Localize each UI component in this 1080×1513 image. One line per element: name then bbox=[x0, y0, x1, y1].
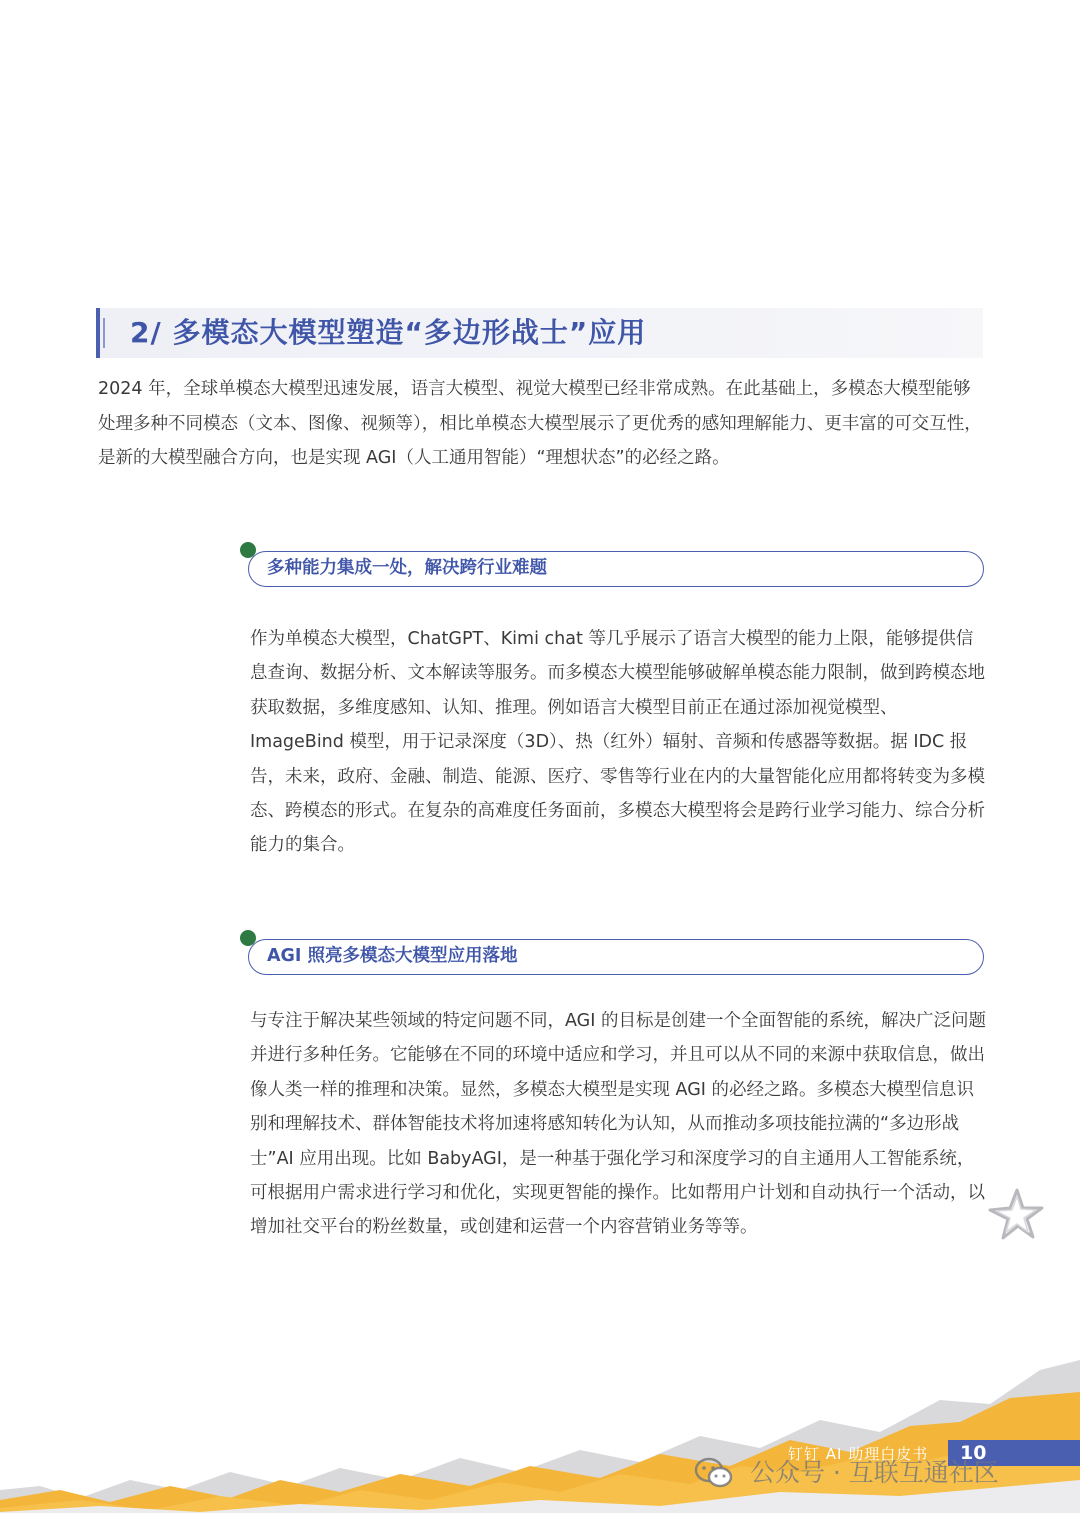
watermark-text: 公众号 · 互联互通社区 bbox=[749, 1458, 999, 1487]
subsection-heading-1 bbox=[248, 551, 984, 587]
bullet-dot-icon bbox=[240, 930, 256, 946]
bullet-dot-icon bbox=[240, 542, 256, 558]
title-accent-stripe-thin bbox=[103, 318, 105, 348]
subsection-body-1: 作为单模态大模型，ChatGPT、Kimi chat 等几乎展示了语言大模型的能力上限，能够提供信息查询、数据分析、文本解读等服务。而多模态大模型能够破解单模态能力限制，做到跨模态地获取数据，多维度感知、认知、推理。例如语言大模型目前正在通过添加视觉模型、ImageBind 模型，用于记录深度（3D）、热（红外）辐射、音频和传感器等数据。据 IDC 报告，未来，政府、金融、制造、能源、医疗、零售等行业在内的大量智能化应用都将转变为多模态、跨模态的形式。在复杂的高难度任务面前，多模态大模型将会是跨行业学习能力、综合分析能力的集合。 bbox=[250, 629, 985, 856]
page-number: 10 bbox=[960, 1442, 987, 1464]
watermark bbox=[694, 1452, 999, 1492]
star-outline-icon bbox=[984, 1186, 1046, 1248]
subsection-heading-2 bbox=[248, 939, 984, 975]
subsection-body-2: 与专注于解决某些领域的特定问题不同，AGI 的目标是创建一个全面智能的系统，解决广泛问题并进行多种任务。它能够在不同的环境中适应和学习，并且可以从不同的来源中获取信息，做出像人类一样的推理和决策。显然，多模态大模型是实现 AGI 的必经之路。多模态大模型信息识别和理解技术、群体智能技术将加速将感知转化为认知，从而推动多项技能拉满的“多边形战士”AI 应用出现。比如 BabyAGI，是一种基于强化学习和深度学习的自主通用人工智能系统，可根据用户需求进行学习和优化，实现更智能的操作。比如帮用户计划和自动执行一个活动，以增加社交平台的粉丝数量，或创建和运营一个内容营销业务等等。 bbox=[250, 1011, 986, 1238]
subsection-heading-label: 多种能力集成一处，解决跨行业难题 bbox=[267, 558, 547, 578]
intro-paragraph: 2024 年，全球单模态大模型迅速发展，语言大模型、视觉大模型已经非常成熟。在此基础上，多模态大模型能够处理多种不同模态（文本、图像、视频等），相比单模态大模型展示了更优秀的感知理解能力、更丰富的可交互性，是新的大模型融合方向，也是实现 AGI（人工通用智能）“理想状态”的必经之路。 bbox=[98, 379, 982, 468]
wechat-icon bbox=[694, 1456, 734, 1490]
subsection-heading-label: AGI 照亮多模态大模型应用落地 bbox=[267, 946, 518, 966]
section-title: 2/ 多模态大模型塑造“多边形战士”应用 bbox=[130, 316, 647, 349]
footer-doc-title: 钉钉 AI 助理白皮书 bbox=[788, 1445, 929, 1463]
title-accent-stripe bbox=[96, 308, 100, 358]
